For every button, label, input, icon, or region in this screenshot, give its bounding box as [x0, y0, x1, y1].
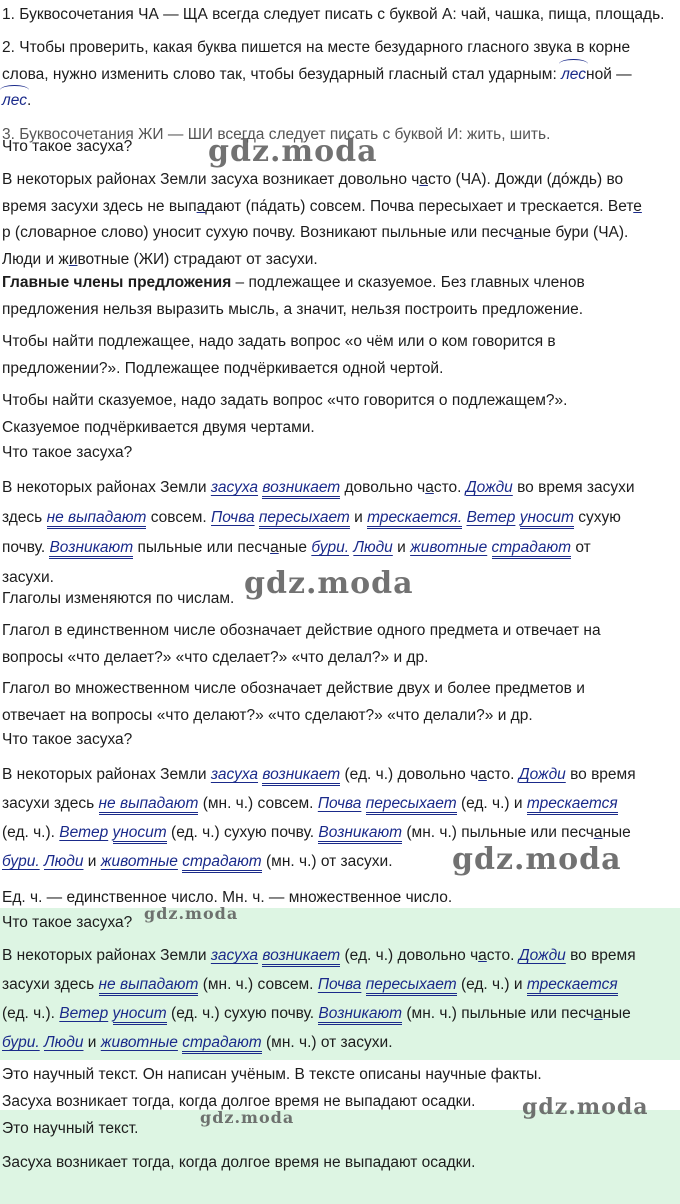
- singular-rule: Глагол в единственном числе обозначает действие одного предмета и отвечает на вопросы «что делает?» «что сделает?» «что делал?» и др.: [2, 622, 601, 666]
- abbreviations: Ед. ч. — единственное число. Мн. ч. — множественное число.: [2, 889, 453, 906]
- question: Что такое засуха?: [2, 731, 133, 748]
- scientific-text-final: Это научный текст. Засуха возникает тогда, когда долгое время не выпадают осадки.: [2, 1120, 476, 1171]
- watermark: gdz.moda: [208, 134, 378, 169]
- question: Что такое засуха?: [2, 914, 133, 931]
- watermark: gdz.moda: [200, 1108, 295, 1127]
- rule-2: 2. Чтобы проверить, какая буква пишется на месте безударного гласного звука в корне слова, нужно изменить слово так, чтобы безударный гласный стал ударным: лесной — лес.: [2, 35, 678, 115]
- text-with-number: В некоторых районах Земли засуха возникает (ед. ч.) довольно часто. Дожди во время засухи здесь не выпадают (мн. ч.) совсем. Почва пересыхает (ед. ч.) и трескается (ед. ч.). Ветер уносит (ед. ч.) сухую почву. Возникают (мн. ч.) пыльные или песчаные бури. Люди и животные страдают (мн. ч.) от засухи.: [2, 760, 678, 876]
- watermark: gdz.moda: [244, 566, 414, 601]
- rule-1: 1. Буквосочетания ЧА — ЩА всегда следует писать с буквой А: чай, чашка, пища, площадь.: [2, 6, 665, 23]
- main-members-definition: Главные члены предложения – подлежащее и сказуемое. Без главных членов предложения нельзя выразить мысль, а значит, нельзя построить предложение.: [2, 274, 585, 318]
- text-with-number-final: В некоторых районах Земли засуха возникает (ед. ч.) довольно часто. Дожди во время засухи здесь не выпадают (мн. ч.) совсем. Почва пересыхает (ед. ч.) и трескается (ед. ч.). Ветер уносит (ед. ч.) сухую почву. Возникают (мн. ч.) пыльные или песчаные бури. Люди и животные страдают (мн. ч.) от засухи.: [2, 941, 678, 1057]
- watermark: gdz.moda: [522, 1094, 649, 1120]
- predicate-rule: Чтобы найти сказуемое, надо задать вопрос «что говорится о подлежащем?». Сказуемое подчёркивается двумя чертами.: [2, 392, 568, 436]
- verbs-numbers: Глаголы изменяются по числам.: [2, 590, 235, 607]
- text-with-parsing: В некоторых районах Земли засуха возникает довольно часто. Дожди во время засухи здесь не выпадают совсем. Почва пересыхает и трескается. Ветер уносит сухую почву. Возникают пыльные или песчаные бури. Люди и животные страдают от засухи.: [2, 479, 635, 586]
- watermark: gdz.moda: [452, 842, 622, 877]
- watermark: gdz.moda: [144, 904, 239, 923]
- question: Что такое засуха?: [2, 138, 133, 155]
- cut-off-line: 3. Буквосочетания ЖИ — ШИ всегда следует писать с буквой И: жить, шить.: [2, 126, 551, 143]
- text-with-explanations: В некоторых районах Земли засуха возникает довольно часто (ЧА). Дожди (до́ждь) во время засухи здесь не выпадают (па́дать) совсем. Почва пересыхает и трескается. Вете р (словарное слово) уносит сухую почву. Возникают пыльные или песчаные бури (ЧА). Люди и животные (ЖИ) страдают от засухи.: [2, 171, 642, 268]
- root-marked-word: лес: [2, 88, 27, 115]
- subject-rule: Чтобы найти подлежащее, надо задать вопрос «о чём или о ком говорится в предложении?». Подлежащее подчёркивается одной чертой.: [2, 333, 556, 377]
- root-marked-word: лес: [561, 62, 586, 89]
- plural-rule: Глагол во множественном числе обозначает действие двух и более предметов и отвечает на вопросы «что делают?» «что сделают?» «что делали?» и др.: [2, 680, 585, 724]
- scientific-text: Это научный текст. Он написан учёным. В тексте описаны научные факты. Засуха возникает тогда, когда долгое время не выпадают осадки.: [2, 1066, 542, 1110]
- question: Что такое засуха?: [2, 444, 133, 461]
